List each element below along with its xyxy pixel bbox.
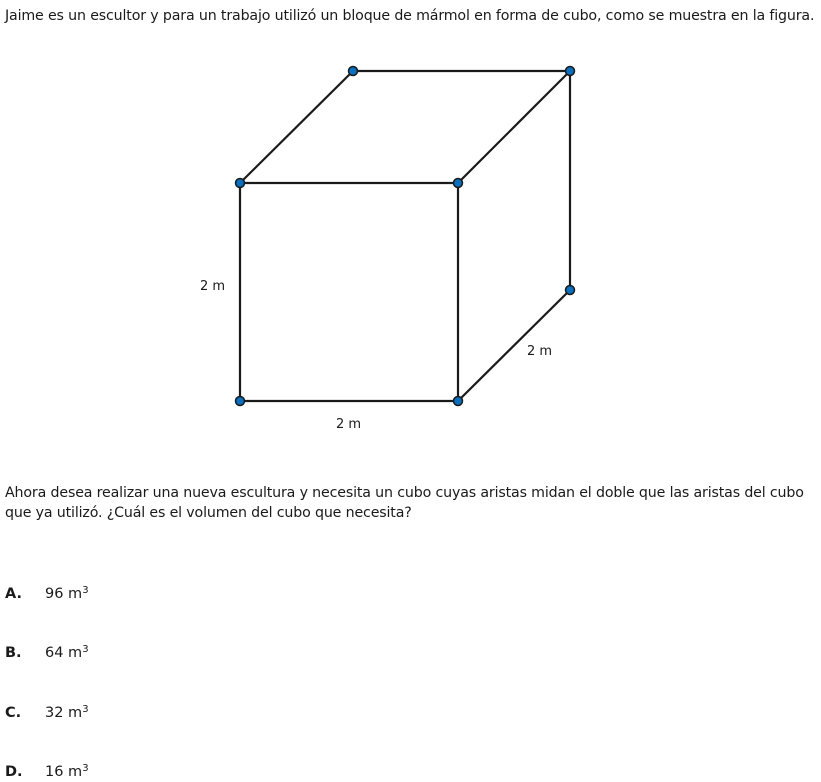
option-c[interactable] <box>5 703 89 723</box>
width-label: 2 m <box>336 417 362 432</box>
vertex-point <box>236 179 245 188</box>
option-value: 32 $m^3$ <box>45 704 89 721</box>
option-letter: A. <box>5 586 22 602</box>
depth-label: 2 m <box>527 344 553 359</box>
intro-paragraph: Jaime es un escultor y para un trabajo utilizó un bloque de mármol en forma de cubo, como se muestra en la figura. <box>5 8 815 24</box>
option-a[interactable] <box>5 584 89 604</box>
option-value: 64 $m^3$ <box>45 644 89 661</box>
option-value: 16 $m^3$ <box>45 763 89 780</box>
vertex-point <box>349 67 358 76</box>
option-value: 96 $m^3$ <box>45 585 89 602</box>
vertex-point <box>454 397 463 406</box>
vertex-point <box>454 179 463 188</box>
vertex-point <box>566 67 575 76</box>
cube-edges <box>240 71 570 401</box>
option-letter: C. <box>5 705 22 721</box>
height-label: 2 m <box>200 279 226 294</box>
option-letter: D. <box>5 764 23 780</box>
option-d[interactable] <box>5 762 89 782</box>
option-b[interactable] <box>5 643 89 663</box>
option-letter: B. <box>5 645 22 661</box>
question-paragraph: Ahora desea realizar una nueva escultura y necesita un cubo cuyas aristas midan el doble que las aristas del cubo que ya utilizó. ¿Cuál es el volumen del cubo que necesita? <box>5 485 804 521</box>
vertex-point <box>566 286 575 295</box>
vertex-point <box>236 397 245 406</box>
